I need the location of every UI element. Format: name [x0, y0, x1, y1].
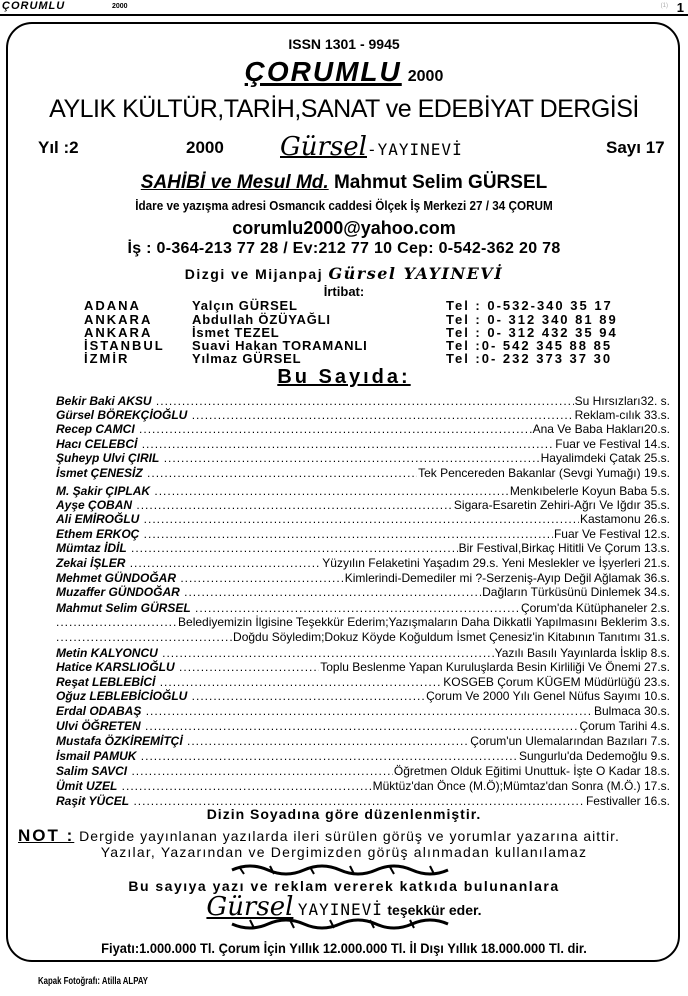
- phones: İş : 0-364-213 77 28 / Ev:212 77 10 Cep: 0-542-362 20 78: [127, 240, 561, 257]
- toc-author: Ayşe ÇOBAN .....: [56, 498, 668, 512]
- toc-entry: [56, 451, 670, 465]
- toc-title: Ana Ve Baba Hakları20.s.: [532, 422, 670, 436]
- toc-author: Hatice KARSLIOĞLU .....: [56, 660, 668, 674]
- toc-author: M. Şakir ÇIPLAK .....: [56, 484, 668, 498]
- toc-title: Sigara-Esaretin Zehiri-Ağrı Ve Iğdır 35.s.: [453, 498, 670, 512]
- toc-title: Hayalimdeki Çatak 25.s.: [540, 451, 670, 465]
- toc-author: İsmail PAMUK .....: [56, 749, 668, 763]
- toc-title: Sungurlu'da Dedemoğlu 9.s.: [518, 749, 670, 763]
- toc-author: Şuheyp Ulvi ÇIRIL .....: [56, 451, 668, 465]
- toc-entry: [56, 571, 670, 585]
- address: İdare ve yazışma adresi Osmancık caddesi Ölçek İş Merkezi 27 / 34 ÇORUM: [135, 198, 553, 213]
- contact-city: ANKARA: [84, 312, 153, 327]
- typesetting-label: Dizgi ve Mijanpaj: [184, 266, 324, 282]
- toc-author: Ulvi ÖĞRETEN .....: [56, 719, 668, 733]
- toc-entry: [56, 541, 670, 555]
- toc-title: Çorum'da Kütüphaneler 2.s.: [520, 601, 670, 615]
- toc-entry: [56, 749, 670, 763]
- toc-title: Yazılı Basılı Yayınlarda İsklip 8.s.: [494, 646, 670, 660]
- owner-line: [0, 172, 688, 194]
- toc-entry: [56, 466, 670, 480]
- toc-entry: [56, 615, 670, 629]
- thanks-publisher-name: Gürsel: [206, 892, 294, 922]
- toc-author: Mümtaz İDİL .....: [56, 541, 668, 555]
- publisher-logo: [280, 132, 463, 162]
- toc-author: Ali EMİROĞLU .....: [56, 512, 668, 526]
- toc-entry: [56, 394, 670, 408]
- ornament-divider: [230, 862, 460, 876]
- thanks-word: teşekkür eder.: [387, 902, 482, 918]
- toc-entry: [56, 675, 670, 689]
- toc-title: Çorum'un Ulemalarından Bazıları 7.s.: [470, 734, 670, 748]
- toc-author: Metin KALYONCU .....: [56, 646, 668, 660]
- volume: Yıl :2: [38, 138, 79, 157]
- toc-title: Yüzyılın Felaketini Yaşadım 29.s. Yeni Meslekler ve İşyerleri 21.s.: [322, 556, 670, 570]
- toc-entry: [56, 779, 670, 793]
- contact-phone: Tel : 0- 312 432 35 94: [446, 325, 618, 340]
- contact-name: İsmet TEZEL: [192, 325, 280, 340]
- toc-title: Tek Pencereden Bakanlar (Sevgi Yumağı) 19.s.: [418, 466, 670, 480]
- toc-title: Çorum Ve 2000 Yılı Genel Nüfus Sayımı 10.s.: [426, 689, 670, 703]
- toc-title: Reklam-cılık 33.s.: [574, 408, 670, 422]
- toc-author: Zekai İŞLER .....: [56, 556, 668, 570]
- contact-phone: Tel :0- 232 373 37 30: [446, 351, 613, 366]
- toc-entry: [56, 498, 670, 512]
- owner-name: Mahmut Selim GÜRSEL: [333, 172, 548, 193]
- magazine-subtitle: AYLIK KÜLTÜR,TARİH,SANAT ve EDEBİYAT DERGİSİ: [49, 95, 639, 123]
- toc-author: Recep CAMCI .....: [56, 422, 668, 436]
- toc-author: İsmet ÇENESİZ .....: [56, 466, 668, 480]
- header-year: 2000: [112, 3, 128, 10]
- toc-author: Hacı CELEBCİ .....: [56, 437, 668, 451]
- toc-author: Ethem ERKOÇ .....: [56, 527, 668, 541]
- toc-title: Menkıbelerle Koyun Baba 5.s.: [509, 484, 670, 498]
- toc-entry: [56, 422, 670, 436]
- toc-title: Toplu Beslenme Yapan Kuruluşlarda Besin Kirliliği Ve Önemi 27.s.: [320, 660, 670, 674]
- issue-number: Sayı 17: [606, 138, 665, 157]
- toc-title: Dağların Türküsünü Dinlemek 34.s.: [482, 585, 670, 599]
- thanks-line: Bu sayıya yazı ve reklam vererek katkıda bulunanlara: [128, 878, 560, 894]
- toc-title: Öğretmen Olduk Eğitimi Unuttuk- İşte O Kadar 18.s.: [393, 764, 670, 778]
- toc-author: Oğuz LEBLEBİCİOĞLU .....: [56, 689, 668, 703]
- toc-entry: [56, 689, 670, 703]
- toc-author: Mahmut Selim GÜRSEL .....: [56, 601, 668, 615]
- toc-entry: [56, 527, 670, 541]
- note-label: NOT :: [18, 826, 75, 845]
- toc-title: Fuar ve Festival 14.s.: [555, 437, 670, 451]
- contact-city: ANKARA: [84, 325, 153, 340]
- contacts-heading: İrtibat:: [323, 284, 365, 299]
- page-number: 1: [676, 0, 684, 15]
- header-mark: (1): [660, 3, 668, 9]
- toc-entry: [56, 719, 670, 733]
- toc-author: Salim SAVCI .....: [56, 764, 668, 778]
- toc-title: Kimlerindi-Demediler mi ?-Serzeniş-Ayıp Değil Ağlamak 36.s.: [344, 571, 670, 585]
- toc-author: Ümit UZEL .....: [56, 779, 668, 793]
- toc-author: Mustafa ÖZKİREMİTÇİ .....: [56, 734, 668, 748]
- toc-entry: [56, 630, 670, 644]
- page-header: [0, 0, 688, 16]
- toc-title: Bulmaca 30.s.: [593, 704, 670, 718]
- thanks-publisher-house: YAYINEVİ: [297, 900, 383, 919]
- typesetting-line: [0, 264, 688, 283]
- contact-phone: Tel : 0- 312 340 81 89: [446, 312, 618, 327]
- contact-city: ADANA: [84, 298, 141, 313]
- toc-entry: [56, 660, 670, 674]
- toc-author: Mehmet GÜNDOĞAR .....: [56, 571, 668, 585]
- toc-title: Festivaller 16.s.: [585, 794, 670, 808]
- contact-row: [0, 338, 688, 352]
- toc-title: Su Hırsızları32. s.: [574, 394, 670, 408]
- masthead-logo-row: [0, 56, 688, 88]
- contact-row: [0, 325, 688, 339]
- ornament-divider-2: [230, 918, 460, 932]
- note-text: Dergide yayınlanan yazılarda ileri sürülen görüş ve yorumlar yazarına aittir.: [79, 828, 620, 844]
- masthead-logo: ÇORUMLU: [244, 56, 402, 87]
- toc-entry: [56, 764, 670, 778]
- toc-entry: [56, 556, 670, 570]
- contact-phone: Tel :0- 542 345 88 85: [446, 338, 613, 353]
- issue-year: 2000: [186, 138, 224, 157]
- toc-title: KOSGEB Çorum KÜGEM Müdürlüğü 23.s.: [443, 675, 670, 689]
- email: corumlu2000@yahoo.com: [232, 218, 456, 238]
- toc-author: Reşat LEBLEBİCİ .....: [56, 675, 668, 689]
- publisher-house: -YAYINEVİ: [367, 140, 463, 159]
- contact-name: Suavi Hakan TORAMANLI: [192, 338, 368, 353]
- typesetting-value: Gürsel YAYINEVİ: [328, 264, 504, 283]
- toc-author: Bekir Baki AKSU .....: [56, 394, 668, 408]
- toc-entry: [56, 734, 670, 748]
- toc-entry: [56, 437, 670, 451]
- toc-heading: Bu Sayıda:: [277, 366, 411, 388]
- toc-entry: [56, 408, 670, 422]
- toc-author: Raşit YÜCEL .....: [56, 794, 668, 808]
- contact-name: Abdullah ÖZÜYAĞLI: [192, 312, 331, 327]
- issn: ISSN 1301 - 9945: [288, 36, 400, 52]
- contact-row: [0, 298, 688, 312]
- disclaimer-line-2: Yazılar, Yazarından ve Dergimizden görüş alınmadan kullanılamaz: [100, 844, 588, 860]
- toc-title: Çorum Tarihi 4.s.: [579, 719, 670, 733]
- owner-label: SAHİBİ ve Mesul Md.: [140, 172, 329, 193]
- toc-title: Bir Festival,Birkaç Hititli Ve Çorum 13.s.: [458, 541, 670, 555]
- toc-entry: [56, 646, 670, 660]
- contact-city: İSTANBUL: [84, 338, 165, 353]
- contact-row: [0, 351, 688, 365]
- index-note: Dizin Soyadına göre düzenlenmiştir.: [206, 806, 482, 822]
- toc-entry: [56, 704, 670, 718]
- toc-author: Muzaffer GÜNDOĞAR .....: [56, 585, 668, 599]
- toc-author: Gürsel BÖREKÇİOĞLU .....: [56, 408, 668, 422]
- cover-photo-credit: Kapak Fotoğrafı: Atilla ALPAY: [38, 976, 148, 987]
- toc-entry: [56, 601, 670, 615]
- contact-name: Yalçın GÜRSEL: [192, 298, 298, 313]
- toc-entry: [56, 512, 670, 526]
- toc-author: Erdal ODABAŞ .....: [56, 704, 668, 718]
- header-rule: [0, 14, 688, 16]
- contact-name: Yılmaz GÜRSEL: [192, 351, 302, 366]
- contact-phone: Tel : 0-532-340 35 17: [446, 298, 613, 313]
- contact-city: İZMİR: [84, 351, 130, 366]
- toc-entry: [56, 585, 670, 599]
- toc-title: Kastamonu 26.s.: [579, 512, 670, 526]
- header-logo: ÇORUMLU: [2, 0, 66, 12]
- contact-row: [0, 312, 688, 326]
- disclaimer-line: [18, 826, 620, 846]
- toc-entry: [56, 484, 670, 498]
- price-line: Fiyatı:1.000.000 Tl. Çorum İçin Yıllık 12.000.000 Tl. İl Dışı Yıllık 18.000.000 Tl. dir.: [101, 940, 587, 956]
- toc-title: Doğdu Söyledim;Dokuz Köyde Koğuldum İsmet Çenesiz'in Kitabının Tanıtımı 31.s.: [233, 630, 670, 644]
- publisher-name: Gürsel: [280, 132, 367, 162]
- toc-title: Belediyemizin İlgisine Teşekkür Ederim;Yazışmaların Daha Dikkatli Yapılmasını Beklerim 3.s.: [178, 615, 670, 629]
- masthead-logo-year: 2000: [407, 68, 444, 85]
- toc-title: Fuar Ve Festival 12.s.: [553, 527, 670, 541]
- toc-title: Müktüz'dan Önce (M.Ö);Mümtaz'dan Sonra (M.Ö.) 17.s.: [372, 779, 670, 793]
